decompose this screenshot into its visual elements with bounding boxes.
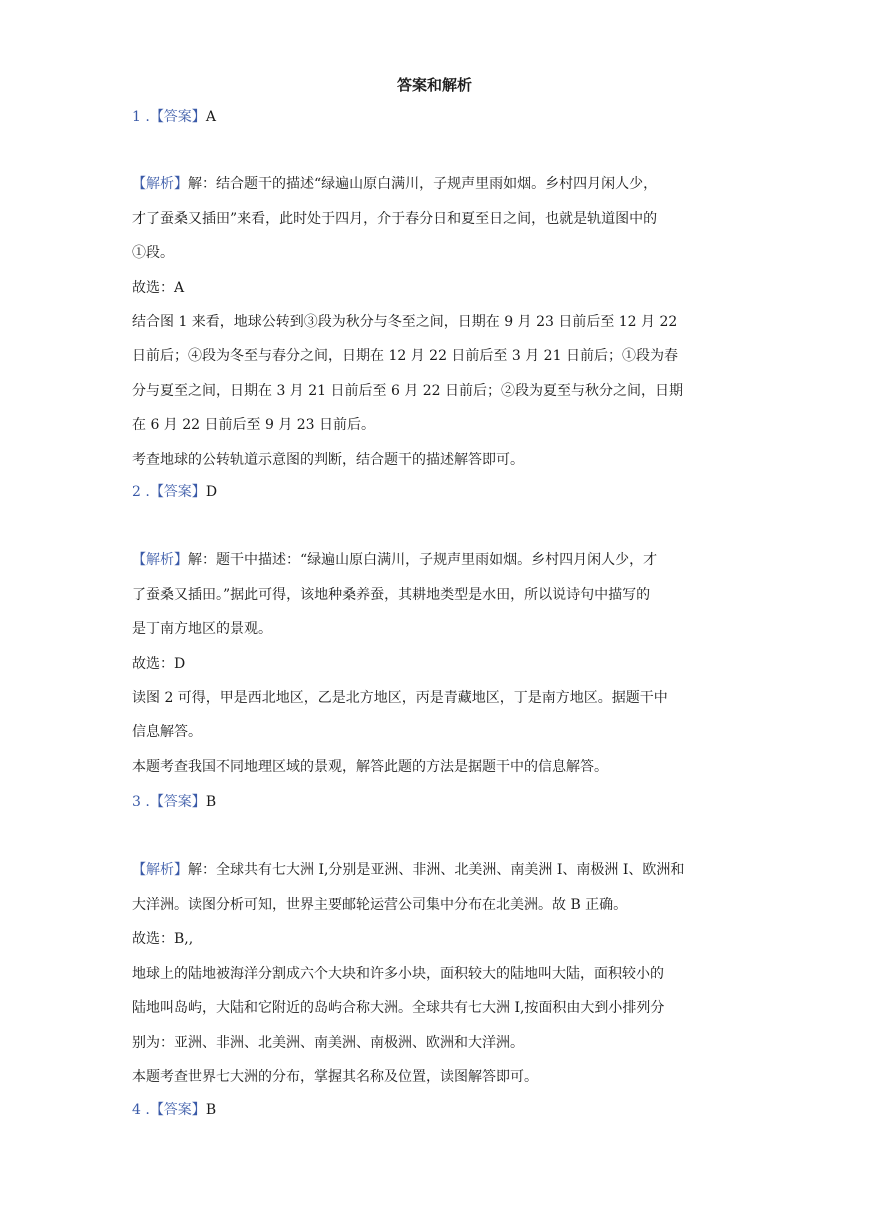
- analysis-tag: 【解析】: [132, 862, 188, 878]
- answer-line-3: [132, 792, 216, 812]
- detail-line: 地球上的陆地被海洋分割成六个大块和许多小块，面积较大的陆地叫大陆，面积较小的: [132, 966, 664, 982]
- detail-line: 结合图 1 来看，地球公转到③段为秋分与冬至之间，日期在 9 月 23 日前后至 12 月 22: [132, 314, 678, 330]
- analysis-tag: 【解析】: [132, 176, 188, 192]
- choice-line: 故选：D: [132, 656, 186, 672]
- answer-line-1: [132, 107, 216, 127]
- answer-value: B: [205, 794, 217, 810]
- answer-value: D: [205, 484, 218, 500]
- analysis-line: 是丁南方地区的景观。: [132, 621, 272, 637]
- analysis-line: 了蚕桑又插田。”据此可得，该地种桑养蚕，其耕地类型是水田，所以说诗句中描写的: [132, 587, 651, 603]
- detail-line: 信息解答。: [132, 724, 202, 740]
- answer-tag: 【答案】: [149, 794, 206, 810]
- question-number: 4 .: [132, 1102, 150, 1118]
- analysis-text: 解：全球共有七大洲 I,分别是亚洲、非洲、北美洲、南美洲 I、南极洲 I、欧洲和: [188, 862, 685, 878]
- page-title: 答案和解析: [396, 76, 472, 94]
- analysis-text: 解：结合题干的描述“绿遍山原白满川，子规声里雨如烟。乡村四月闲人少，: [188, 176, 658, 192]
- analysis-tag: 【解析】: [132, 552, 188, 568]
- detail-line: 日前后；④段为冬至与春分之间，日期在 12 月 22 日前后至 3 月 21 日前后；①段为春: [132, 348, 678, 364]
- answer-tag: 【答案】: [149, 109, 206, 125]
- answer-tag: 【答案】: [149, 1102, 206, 1118]
- question-number: 3 .: [132, 794, 150, 810]
- answer-tag: 【答案】: [149, 484, 206, 500]
- choice-line: 故选：A: [132, 280, 185, 296]
- detail-line: 本题考查我国不同地理区域的景观，解答此题的方法是据题干中的信息解答。: [132, 759, 608, 775]
- detail-line: 读图 2 可得，甲是西北地区，乙是北方地区，丙是青藏地区，丁是南方地区。据题干中: [132, 690, 668, 706]
- analysis-line: [132, 550, 657, 570]
- answer-value: B: [205, 1102, 217, 1118]
- answer-value: A: [205, 109, 216, 125]
- analysis-text: 解：题干中描述：“绿遍山原白满川，子规声里雨如烟。乡村四月闲人少，才: [188, 552, 658, 568]
- analysis-line: [132, 860, 684, 880]
- choice-line: 故选：B,,: [132, 931, 194, 947]
- detail-line: 本题考查世界七大洲的分布，掌握其名称及位置，读图解答即可。: [132, 1069, 538, 1085]
- detail-line: 陆地叫岛屿，大陆和它附近的岛屿合称大洲。全球共有七大洲 I,按面积由大到小排列分: [132, 1000, 665, 1016]
- question-number: 2 .: [132, 484, 150, 500]
- answer-line-4: [132, 1100, 216, 1120]
- analysis-line: 大洋洲。读图分析可知，世界主要邮轮运营公司集中分布在北美洲。故 B 正确。: [132, 897, 628, 913]
- answer-line-2: [132, 482, 217, 502]
- analysis-line: 才了蚕桑又插田”来看，此时处于四月，介于春分日和夏至日之间，也就是轨道图中的: [132, 211, 658, 227]
- question-number: 1 .: [132, 109, 150, 125]
- analysis-line: ①段。: [132, 245, 174, 261]
- detail-line: 在 6 月 22 日前后至 9 月 23 日前后。: [132, 417, 376, 433]
- detail-line: 分与夏至之间，日期在 3 月 21 日前后至 6 月 22 日前后；②段为夏至与秋分之间，日期: [132, 383, 684, 399]
- detail-line: 考查地球的公转轨道示意图的判断，结合题干的描述解答即可。: [132, 452, 524, 468]
- analysis-line: [132, 174, 657, 194]
- detail-line: 别为：亚洲、非洲、北美洲、南美洲、南极洲、欧洲和大洋洲。: [132, 1035, 524, 1051]
